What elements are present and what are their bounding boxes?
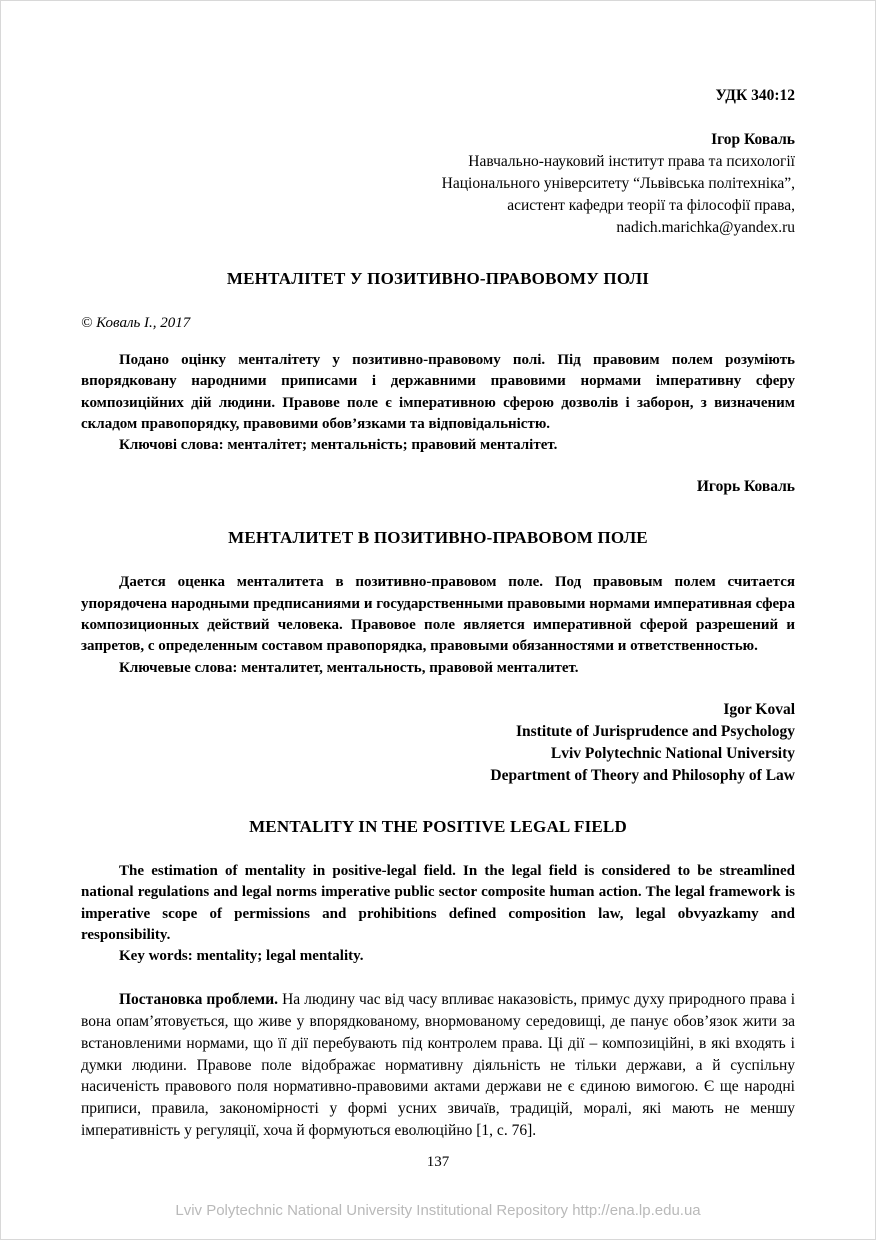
abstract-russian [81, 572, 795, 678]
keywords-uk: Ключові слова: менталітет; ментальність; правовий менталітет. [119, 437, 558, 454]
author-name-uk: Ігор Коваль [711, 131, 795, 148]
copyright-line: © Коваль І., 2017 [81, 315, 191, 331]
udc-code: УДК 340:12 [715, 87, 795, 104]
paragraph-lead: Постановка проблеми. [119, 991, 279, 1009]
affiliation-line: асистент кафедри теорії та філософії права, [507, 197, 795, 214]
abstract-text-en: The estimation of mentality in positive-legal field. In the legal field is considered to be streamlined national regulations and legal norms imperative public sector composite human action. The legal framework is imperative scope of permissions and prohibitions defined composition law, legal obvyazkamy and responsibility. [81, 862, 795, 943]
abstract-text-uk: Подано оцінку менталітету у позитивно-правовому полі. Під правовим полем розуміють впорядковану народними приписами і державними правовими нормами імперативну сферу композиційних дій людини. Правове поле є імперативною сферою дозволів і заборон, з визначеним складом правопорядку, правовими обов’язками та відповідальністю. [81, 352, 795, 432]
author-name-en: Igor Koval [723, 700, 795, 718]
keywords-ru: Ключевые слова: менталитет, ментальность, правовой менталитет. [119, 659, 579, 676]
paragraph-text: На людину час від часу впливає наказовість, примус духу природного права і вона опам’ятовується, що живе у впорядкованому, внормованому середовищі, де панує обов’язок жити за встановленими нормами, що її дії перебувають під контролем права. Ці дії – композиційні, в які входять і думки людини. Правове поле відображає нормативну діяльність не тільки держави, а й суспільну насиченість правового поля нормативно-правовими актами держави не є єдиною вимогою. Є ще народні приписи, правила, закономірності у формі усних звичаїв, традицій, моралі, які мають не меншу імперативність у регуляції, хоча й формуються еволюційно [1, с. 76]. [81, 991, 795, 1139]
title-ukrainian: МЕНТАЛІТЕТ У ПОЗИТИВНО-ПРАВОВОМУ ПОЛІ [226, 269, 650, 288]
keywords-en: Key words: mentality; legal mentality. [119, 948, 364, 965]
abstract-ukrainian [81, 350, 795, 456]
page-number: 137 [426, 1154, 450, 1170]
abstract-text-ru: Дается оценка менталитета в позитивно-правовом поле. Под правовым полем считается упорядочена народными предписаниями и государственными правовыми нормами императивная сфера композиционных действий человека. Правовое поле является императивной сферой разрешений и запретов, с определенным составом правопорядка, правовыми обязанностями и ответственностью. [81, 574, 795, 655]
title-english: MENTALITY IN THE POSITIVE LEGAL FIELD [249, 816, 627, 836]
repository-footer: Lviv Polytechnic National University Institutional Repository http://ena.lp.edu.ua [175, 1202, 701, 1219]
author-email: nadich.marichka@yandex.ru [616, 219, 795, 236]
affiliation-line: Навчально-науковий інститут права та психології [468, 153, 795, 170]
affiliation-line: Lviv Polytechnic National University [550, 744, 795, 762]
author-name-ru: Игорь Коваль [696, 478, 795, 496]
abstract-english [81, 861, 795, 967]
affiliation-line: Department of Theory and Philosophy of Law [490, 766, 795, 784]
title-russian: МЕНТАЛИТЕТ В ПОЗИТИВНО-ПРАВОВОМ ПОЛЕ [228, 528, 648, 548]
author-block-russian [81, 476, 795, 498]
author-block-english [81, 699, 795, 787]
affiliation-line: Institute of Jurisprudence and Psychology [515, 722, 795, 740]
page-content [1, 1, 875, 1141]
body-paragraph [81, 989, 795, 1141]
affiliation-line: Національного університету “Львівська політехніка”, [441, 175, 795, 192]
author-block-ukrainian [81, 129, 795, 239]
